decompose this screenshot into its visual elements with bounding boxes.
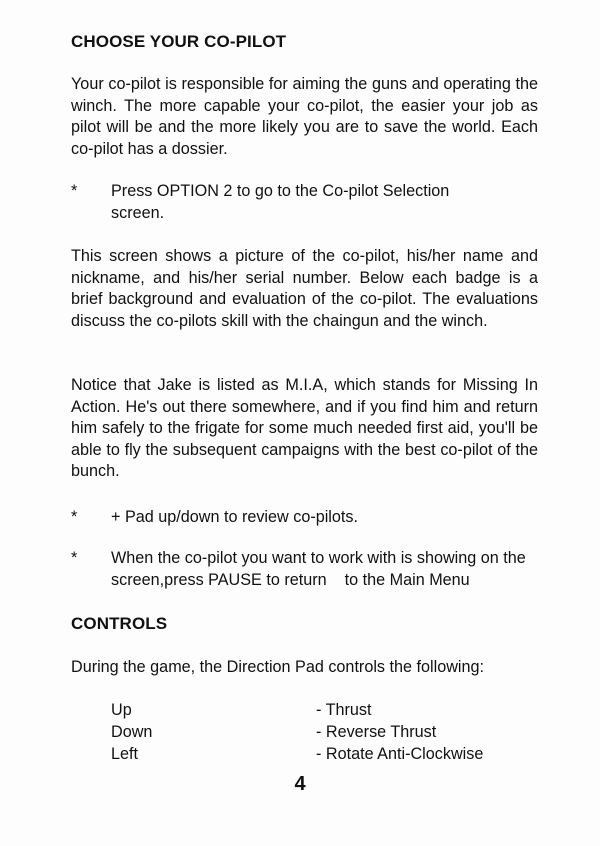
- section-heading-controls: CONTROLS: [71, 614, 168, 633]
- paragraph-screen-description: This screen shows a picture of the co-pilot, his/her name and nickname, and his/her serial number. Below each badge is a brief background and evaluation of the co-pilot. The evaluations discuss the co-pilots skill with the chaingun and the winch.: [71, 247, 538, 330]
- section-heading-choose-copilot: CHOOSE YOUR CO-PILOT: [71, 32, 287, 51]
- page-number: 4: [294, 773, 306, 795]
- control-key: Down: [111, 722, 153, 741]
- control-action: - Rotate Anti-Clockwise: [316, 744, 484, 763]
- bullet-star: *: [71, 508, 78, 526]
- paragraph-controls-intro: During the game, the Direction Pad controls the following:: [71, 658, 485, 676]
- bullet-text: + Pad up/down to review co-pilots.: [111, 508, 358, 526]
- bullet-star: *: [71, 549, 78, 567]
- bullet-text: Press OPTION 2 to go to the Co-pilot Selection screen.: [111, 182, 450, 222]
- bullet-star: *: [71, 182, 78, 200]
- control-action: - Reverse Thrust: [316, 722, 437, 741]
- control-key: Up: [111, 701, 132, 719]
- controls-list: [111, 700, 531, 765]
- control-row-up: [111, 700, 531, 722]
- bullet-pause-return: [71, 548, 541, 591]
- control-row-down: [111, 722, 531, 744]
- bullet-text: When the co-pilot you want to work with is showing on the screen,press PAUSE to return to the Main Menu: [111, 549, 531, 589]
- bullet-option2: [71, 181, 541, 224]
- control-key: Left: [111, 744, 139, 763]
- bullet-pad-review: [71, 507, 541, 529]
- control-action: - Thrust: [316, 701, 372, 719]
- paragraph-jake-mia: Notice that Jake is listed as M.I.A, which stands for Missing In Action. He's out there somewhere, and if you find him and return him safely to the frigate for some much needed first aid, you'll be able to fly the subsequent campaigns with the best co-pilot of the bunch.: [71, 376, 538, 481]
- paragraph-copilot-responsibility: Your co-pilot is responsible for aiming the guns and operating the winch. The more capable your co-pilot, the easier your job as pilot will be and the more likely you are to save the world. Each co-pilot has a dossier.: [71, 75, 538, 158]
- control-row-left: [111, 744, 531, 766]
